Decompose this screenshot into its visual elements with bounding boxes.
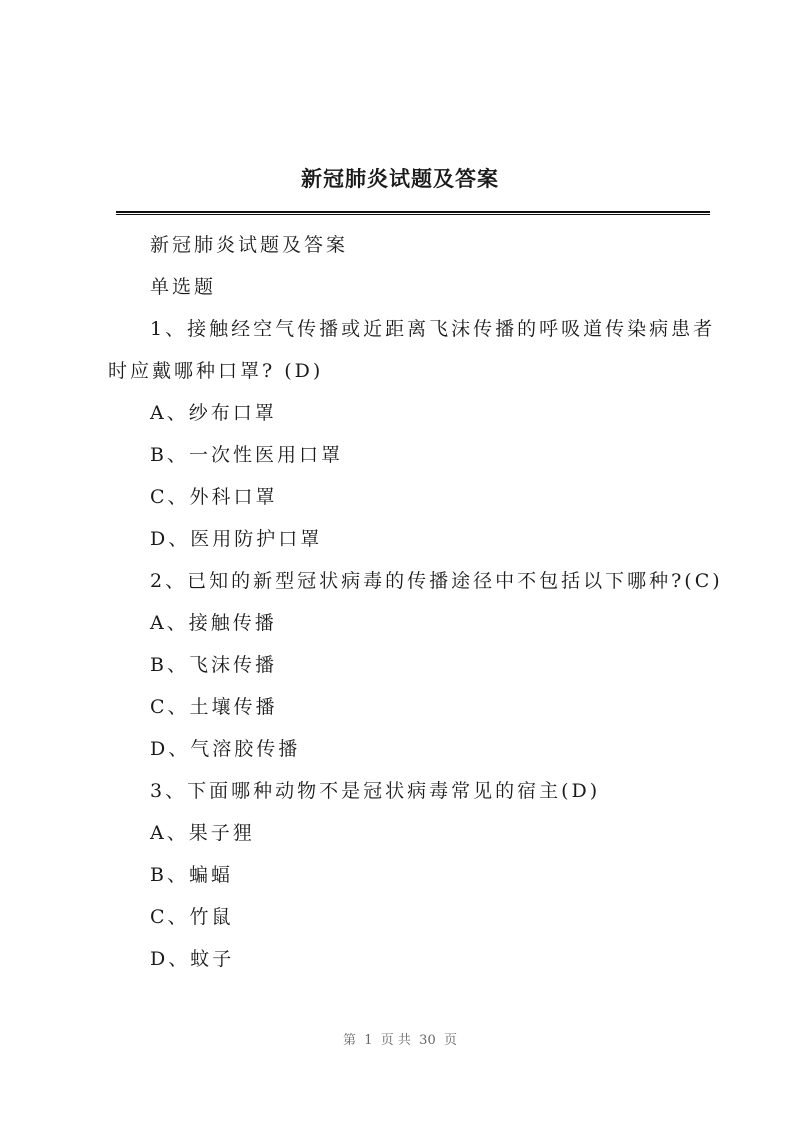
- section-heading: 单选题: [150, 276, 217, 298]
- question-2-option-c: C、土壤传播: [150, 696, 278, 718]
- question-1-option-b: B、一次性医用口罩: [150, 444, 343, 466]
- question-3-option-d: D、蚊子: [150, 948, 235, 970]
- question-1-option-d: D、医用防护口罩: [150, 528, 323, 550]
- question-3-text: 3、下面哪种动物不是冠状病毒常见的宿主(D): [150, 780, 601, 802]
- title-rule: [116, 211, 710, 215]
- question-2-option-d: D、气溶胶传播: [150, 738, 301, 760]
- question-1-option-a: A、纱布口罩: [150, 402, 277, 424]
- question-1-text-continued: 时应戴哪种口罩? (D): [108, 360, 324, 382]
- question-2-option-a: A、接触传播: [150, 612, 277, 634]
- document-title: 新冠肺炎试题及答案: [301, 166, 499, 191]
- question-2-text: 2、已知的新型冠状病毒的传播途径中不包括以下哪种?(C): [150, 570, 723, 592]
- question-3-option-c: C、竹鼠: [150, 906, 234, 928]
- question-3-option-b: B、蝙蝠: [150, 864, 233, 886]
- question-2-option-b: B、飞沫传播: [150, 654, 277, 676]
- question-1-text: 1、接触经空气传播或近距离飞沫传播的呼吸道传染病患者: [150, 318, 716, 340]
- subtitle-line: 新冠肺炎试题及答案: [150, 234, 349, 256]
- question-1-option-c: C、外科口罩: [150, 486, 278, 508]
- question-3-option-a: A、果子狸: [150, 822, 255, 844]
- page-footer: 第 1 页 共 30 页: [342, 1033, 457, 1048]
